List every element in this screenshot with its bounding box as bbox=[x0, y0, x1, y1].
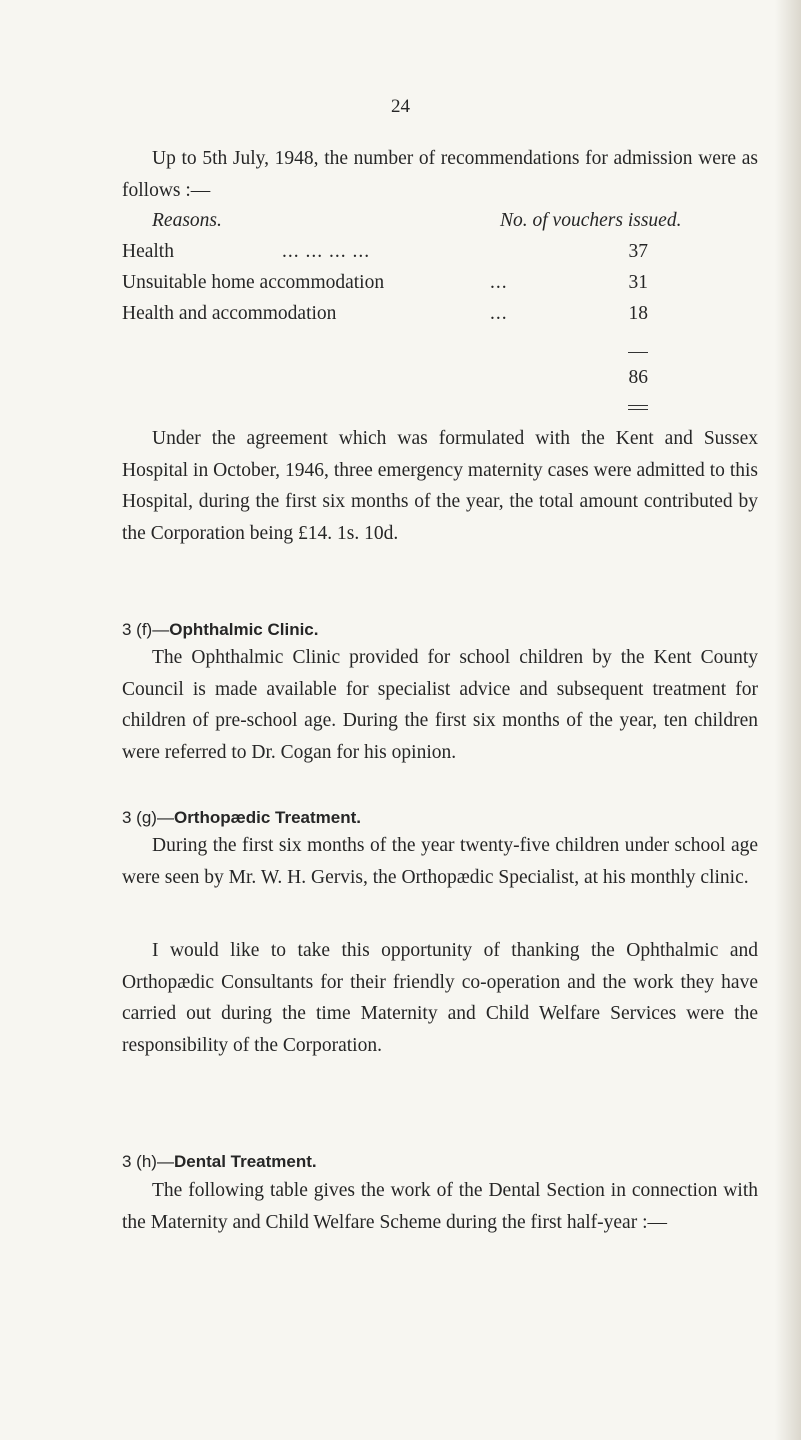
table-row bbox=[122, 303, 758, 334]
thanks-paragraph: I would like to take this opportunity of thanking the Ophthalmic and Orthopædic Consultants for their friendly co-operation and the work they have carried out during the time Maternity and Child Welfare Services were the responsibility of the Corporation. bbox=[122, 940, 758, 1056]
section-h-body: The following table gives the work of the Dental Section in connection with the Maternity and Child Welfare Scheme during the first half-year :— bbox=[122, 1180, 758, 1233]
leader-dots: ... bbox=[490, 272, 508, 293]
sum-rule bbox=[628, 352, 648, 353]
section-g-heading bbox=[122, 808, 361, 828]
section-f-body: The Ophthalmic Clinic provided for school children by the Kent County Council is made available for specialist advice and subsequent treatment for children of pre-school age. During the first six months of the year, ten children were referred to Dr. Cogan for his opinion. bbox=[122, 647, 758, 763]
reasons-column-header: Reasons. bbox=[152, 210, 222, 231]
row-count: 37 bbox=[628, 241, 648, 262]
kent-sussex-paragraph: Under the agreement which was formulated with the Kent and Sussex Hospital in October, 1946, three emergency maternity cases were admitted to this Hospital, during the first six months of the year, the total amount contributed by the Corporation being £14. 1s. 10d. bbox=[122, 428, 758, 544]
total-row bbox=[122, 367, 758, 398]
row-count: 18 bbox=[628, 303, 648, 324]
leader-dots: ... ... ... ... bbox=[282, 241, 371, 262]
table-row bbox=[122, 272, 758, 303]
total-count: 86 bbox=[628, 367, 648, 388]
section-g-number: 3 (g)— bbox=[122, 808, 174, 827]
section-h-number: 3 (h)— bbox=[122, 1152, 174, 1171]
table-row bbox=[122, 241, 758, 272]
section-g-title: Orthopædic Treatment. bbox=[173, 808, 361, 827]
section-h-heading bbox=[122, 1152, 317, 1172]
section-f-title: Ophthalmic Clinic. bbox=[169, 620, 319, 639]
section-f-heading bbox=[122, 620, 318, 640]
section-h-title: Dental Treatment. bbox=[173, 1152, 317, 1171]
section-g-body: During the first six months of the year twenty-five children under school age were seen by Mr. W. H. Gervis, the Orthopædic Specialist, at his monthly clinic. bbox=[122, 835, 758, 888]
section-f-number: 3 (f)— bbox=[122, 620, 170, 639]
page-number: 24 bbox=[391, 96, 410, 117]
intro-paragraph: Up to 5th July, 1948, the number of recommendations for admission were as follows :— bbox=[122, 148, 758, 201]
row-count: 31 bbox=[628, 272, 648, 293]
page-edge-shadow bbox=[775, 0, 801, 1440]
double-rule-top bbox=[628, 405, 648, 406]
double-rule-bottom bbox=[628, 409, 648, 410]
vouchers-column-header: No. of vouchers issued. bbox=[500, 210, 682, 231]
leader-dots: ... bbox=[490, 303, 508, 324]
row-reason: Unsuitable home accommodation bbox=[122, 272, 385, 293]
row-reason: Health and accommodation bbox=[122, 303, 337, 324]
row-reason: Health bbox=[122, 241, 174, 262]
